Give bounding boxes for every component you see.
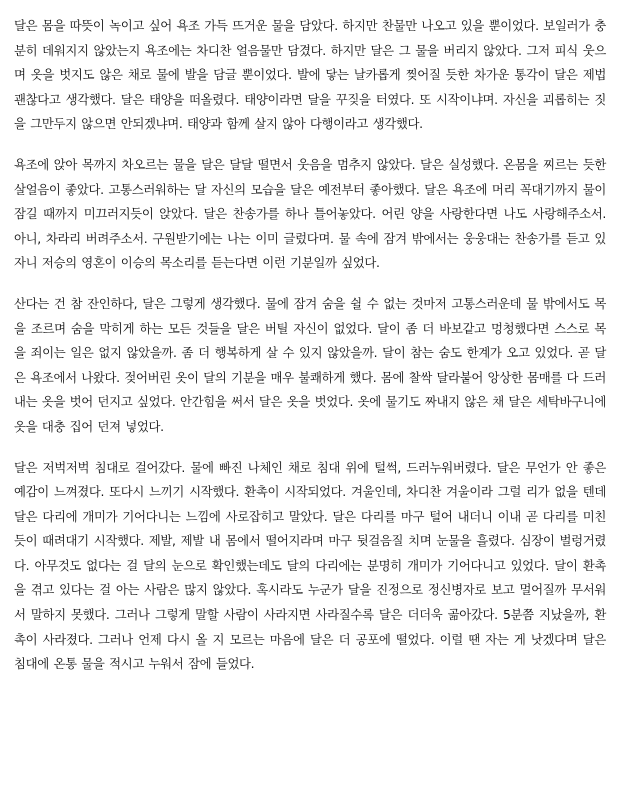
paragraph-4: 달은 저벅저벅 침대로 걸어갔다. 물에 빠진 나체인 채로 침대 위에 털썩, 드러누워버렸다. 달은 무언가 안 좋은 예감이 느껴졌다. 또다시 느끼기 시작했다. 환촉이 시작되었다. 겨울인데, 차디찬 겨울이라 그럴 리가 없을 텐데 달은 다리에 개미가 기어다니는 느낌에 사로잡히고 말았다. 달은 다리를 마구 털어 내더니 이내 곧 다리를 미친듯이 때려대기 시작했다. 제발, 제발 내 몸에서 떨어지라며 마구 뒷걸음질 치며 눈물을 흘렸다. 심장이 벌렁거렸다. 아무것도 없다는 걸 달의 눈으로 확인했는데도 달의 다리에는 분명히 개미가 기어다니고 있었다. 달이 환촉을 겪고 있다는 걸 아는 사람은 많지 않았다. 혹시라도 누군가 달을 진정으로 정신병자로 보고 멀어질까 무서워서 말하지 못했다. 그러나 그렇게 말할 사람이 사라지면 사라질수록 달은 더더욱 곪아갔다. 5분쯤 지났을까, 환촉이 사라졌다. 그러나 언제 다시 올 지 모르는 마음에 달은 더 공포에 떨었다. 이럴 땐 자는 게 낫겠다며 달은 침대에 온통 물을 적시고 누워서 잠에 들었다. [14,459,606,672]
paragraph-2: 욕조에 앉아 목까지 차오르는 물을 달은 달달 떨면서 웃음을 멈추지 않았다. 달은 실성했다. 온몸을 찌르는 듯한 살얼음이 좋았다. 고통스러워하는 달 자신의 모습을 달은 예전부터 좋아했다. 달은 욕조에 머리 꼭대기까지 물이 잠길 때까지 미끄러지듯이 앉았다. 달은 찬송가를 하나 틀어놓았다. 어린 양을 사랑한다면 나도 사랑해주소서. 아니, 차라리 버려주소서. 구원받기에는 나는 이미 글렀다며. 물 속에 잠겨 밖에서는 웅웅대는 찬송가를 듣고 있자니 저승의 영혼이 이승의 목소리를 듣는다면 이런 기분일까 싶었다. [14,156,606,271]
document-body [14,14,606,693]
paragraph-3: 산다는 건 참 잔인하다, 달은 그렇게 생각했다. 물에 잠겨 숨을 쉴 수 없는 것마저 고통스러운데 물 밖에서도 목을 조르며 숨을 막히게 하는 모든 것들을 달은 버틸 자신이 없었다. 달이 좀 더 바보같고 멍청했다면 스스로 목을 죄이는 일은 없지 않았을까. 좀 더 행복하게 살 수 있지 않았을까. 달이 참는 숨도 한계가 오고 있었다. 곧 달은 욕조에서 나왔다. 젖어버린 옷이 달의 기분을 매우 불쾌하게 했다. 몸에 찰싹 달라붙어 앙상한 몸매를 다 드러내는 옷을 벗어 던지고 싶었다. 안간힘을 써서 달은 옷을 벗었다. 옷에 물기도 짜내지 않은 채 달은 세탁바구니에 옷을 대충 집어 던져 넣었다. [14,295,606,434]
paragraph-1: 달은 몸을 따뜻이 녹이고 싶어 욕조 가득 뜨거운 물을 담았다. 하지만 찬물만 나오고 있을 뿐이었다. 보일러가 충분히 데워지지 않았는지 욕조에는 차디찬 얼음물만 담겼다. 하지만 달은 그 물을 버리지 않았다. 그저 피식 웃으며 옷을 벗지도 않은 채로 물에 발을 담글 뿐이었다. 발에 닿는 날카롭게 찢어질 듯한 차가운 통각이 달은 제법 괜찮다고 생각했다. 달은 태양을 떠올렸다. 태양이라면 달을 꾸짖을 터였다. 또 시작이냐며. 자신을 괴롭히는 짓을 그만두지 않으면 안되겠냐며. 태양과 함께 살지 않아 다행이라고 생각했다. [14,18,606,132]
